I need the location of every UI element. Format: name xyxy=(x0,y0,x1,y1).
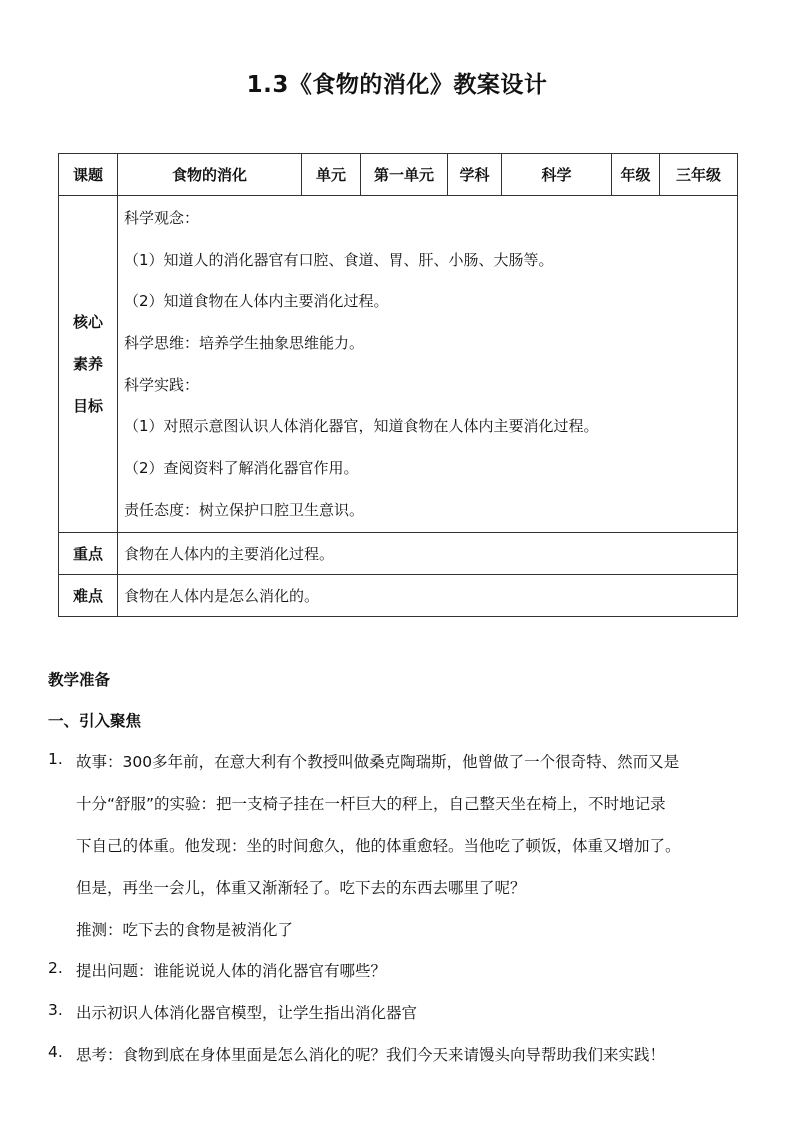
goals-row xyxy=(59,196,738,533)
step-line: 十分“舒服”的实验：把一支椅子挂在一杆巨大的秤上，自己整天坐在椅上，不时地记录 xyxy=(76,795,666,813)
step-line: 思考：食物到底在身体里面是怎么消化的呢？我们今天来请馒头向导帮助我们来实践！ xyxy=(76,1046,666,1064)
unit-label: 单元 xyxy=(302,154,361,196)
step-line: 故事：300多年前，在意大利有个教授叫做桑克陶瑞斯，他曾做了一个很奇特、然而又是 xyxy=(76,753,680,771)
step-number: 4. xyxy=(48,1043,63,1061)
grade-value: 三年级 xyxy=(660,154,738,196)
step-line: 提出问题：谁能说说人体的消化器官有哪些？ xyxy=(76,962,387,980)
lesson-label: 课题 xyxy=(59,154,118,196)
goals-label xyxy=(59,196,118,533)
subject-label: 学科 xyxy=(448,154,502,196)
goal-line: （2）知道食物在人体内主要消化过程。 xyxy=(124,292,389,311)
goal-line: 科学思维：培养学生抽象思维能力。 xyxy=(124,334,365,353)
section1-heading: 一、引入聚焦 xyxy=(48,712,142,730)
goal-line: 科学实践： xyxy=(124,375,200,394)
header-row xyxy=(59,154,738,196)
goals-label-line: 目标 xyxy=(72,396,103,415)
lesson-plan-table xyxy=(58,153,738,617)
goals-content xyxy=(118,196,738,533)
goals-label-line: 核心 xyxy=(72,312,103,331)
unit-value: 第一单元 xyxy=(361,154,448,196)
goal-line: 责任态度：树立保护口腔卫生意识。 xyxy=(124,500,365,519)
goal-line: （2）查阅资料了解消化器官作用。 xyxy=(124,459,359,478)
goal-line: 科学观念： xyxy=(124,209,200,227)
key-point-label: 重点 xyxy=(59,532,118,574)
step-line: 下自己的体重。他发现：坐的时间愈久，他的体重愈轻。当他吃了顿饭，体重又增加了。 xyxy=(76,837,681,855)
goal-line: （1）对照示意图认识人体消化器官，知道食物在人体内主要消化过程。 xyxy=(124,417,599,436)
step-line: 出示初识人体消化器官模型，让学生指出消化器官 xyxy=(76,1004,418,1022)
step-line: 但是，再坐一会儿，体重又渐渐轻了。吃下去的东西去哪里了呢？ xyxy=(76,879,526,897)
prep-heading: 教学准备 xyxy=(48,671,111,689)
difficulty-row xyxy=(59,574,738,616)
difficulty-label: 难点 xyxy=(59,574,118,616)
step-line: 推测：吃下去的食物是被消化了 xyxy=(76,921,294,939)
grade-label: 年级 xyxy=(612,154,660,196)
step-number: 3. xyxy=(48,1001,63,1019)
step-number: 2. xyxy=(48,959,63,977)
goal-line: （1）知道人的消化器官有口腔、食道、胃、肝、小肠、大肠等。 xyxy=(124,250,554,269)
goals-label-line: 素养 xyxy=(72,354,103,373)
subject-value: 科学 xyxy=(502,154,612,196)
difficulty-value: 食物在人体内是怎么消化的。 xyxy=(118,574,738,616)
key-point-row xyxy=(59,532,738,574)
key-point-value: 食物在人体内的主要消化过程。 xyxy=(118,532,738,574)
page-title: 1.3《食物的消化》教案设计 xyxy=(246,72,548,98)
lesson-value: 食物的消化 xyxy=(118,154,302,196)
step-number: 1. xyxy=(48,750,63,768)
